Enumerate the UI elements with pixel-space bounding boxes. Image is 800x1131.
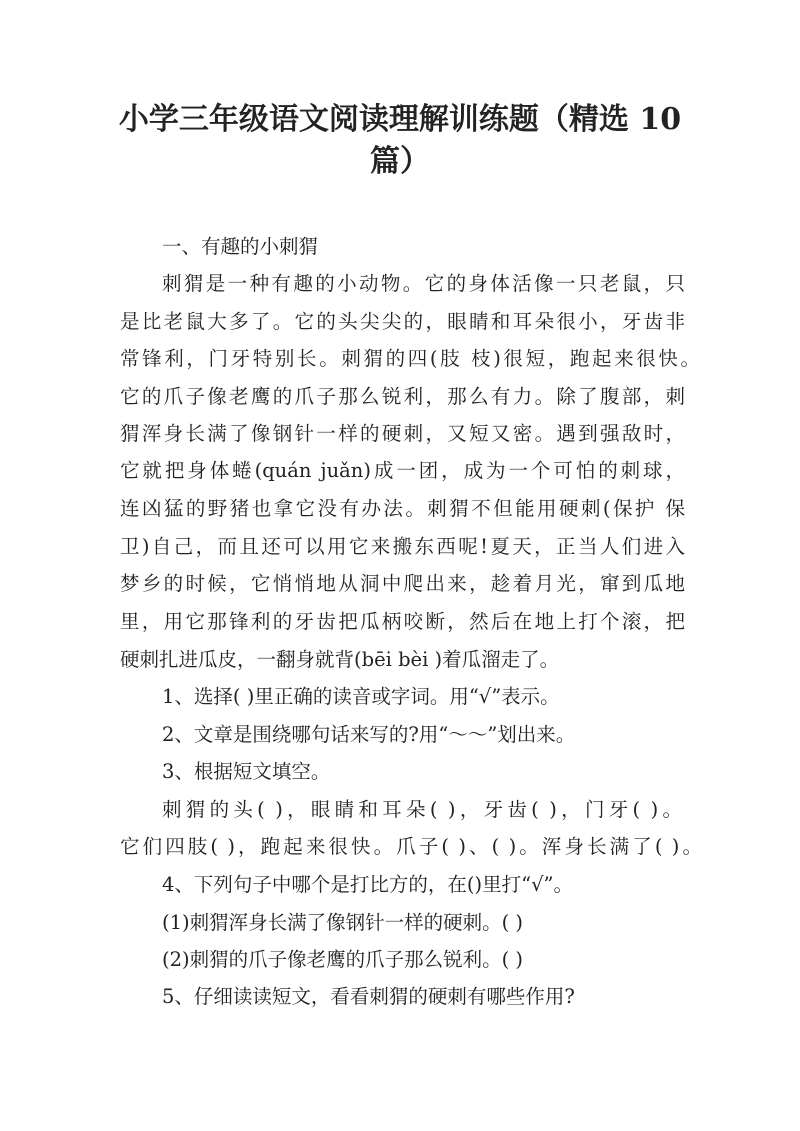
document-title-line-1: 小学三年级语文阅读理解训练题（精选 10 <box>118 102 682 137</box>
question-1: 1、选择( )里正确的读音或字词。用“√”表示。 <box>162 685 560 708</box>
question-3-fill-1: 刺猬的头( )，眼睛和耳朵( )，牙齿( )，门牙( )。 <box>162 798 682 821</box>
question-4-option-2: (2)刺猬的爪子像老鹰的爪子那么锐利。( ) <box>162 948 524 971</box>
question-3: 3、根据短文填空。 <box>162 760 331 783</box>
passage-line: 刺猬是一种有趣的小动物。它的身体活像一只老鼠，只 <box>162 272 685 295</box>
passage-line: 是比老鼠大多了。它的头尖尖的，眼睛和耳朵很小，牙齿非 <box>120 310 685 333</box>
question-3-fill-2: 它们四肢( )，跑起来很快。爪子( )、( )。浑身长满了( )。 <box>120 835 702 858</box>
passage-line: 常锋利，门牙特别长。刺猬的四(肢 枝)很短，跑起来很快。 <box>120 347 700 370</box>
question-2: 2、文章是围绕哪句话来写的?用“～～”划出来。 <box>162 723 576 746</box>
document-title-line-2: 篇） <box>370 144 430 179</box>
passage-line: 它的爪子像老鹰的爪子那么锐利，那么有力。除了腹部，刺 <box>120 385 685 408</box>
passage-line: 卫)自己，而且还可以用它来搬东西呢!夏天，正当人们进入 <box>120 535 685 558</box>
passage-line: 连凶猛的野猪也拿它没有办法。刺猬不但能用硬刺(保护 保 <box>120 497 685 520</box>
passage-line: 梦乡的时候，它悄悄地从洞中爬出来，趁着月光，窜到瓜地 <box>120 572 685 595</box>
passage-line: 硬刺扎进瓜皮，一翻身就背(bēi bèi )着瓜溜走了。 <box>120 648 560 671</box>
question-4: 4、下列句子中哪个是打比方的，在()里打“√”。 <box>162 873 573 896</box>
question-4-option-1: (1)刺猬浑身长满了像钢针一样的硬刺。( ) <box>162 911 524 934</box>
passage-line: 它就把身体蜷(quán juǎn)成一团，成为一个可怕的刺球， <box>120 459 685 482</box>
section-heading: 一、有趣的小刺猬 <box>162 235 319 258</box>
question-5: 5、仔细读读短文，看看刺猬的硬刺有哪些作用? <box>162 985 575 1008</box>
passage-line: 里，用它那锋利的牙齿把瓜柄咬断，然后在地上打个滚，把 <box>120 610 685 633</box>
passage-line: 猬浑身长满了像钢针一样的硬刺，又短又密。遇到强敌时， <box>120 422 685 445</box>
